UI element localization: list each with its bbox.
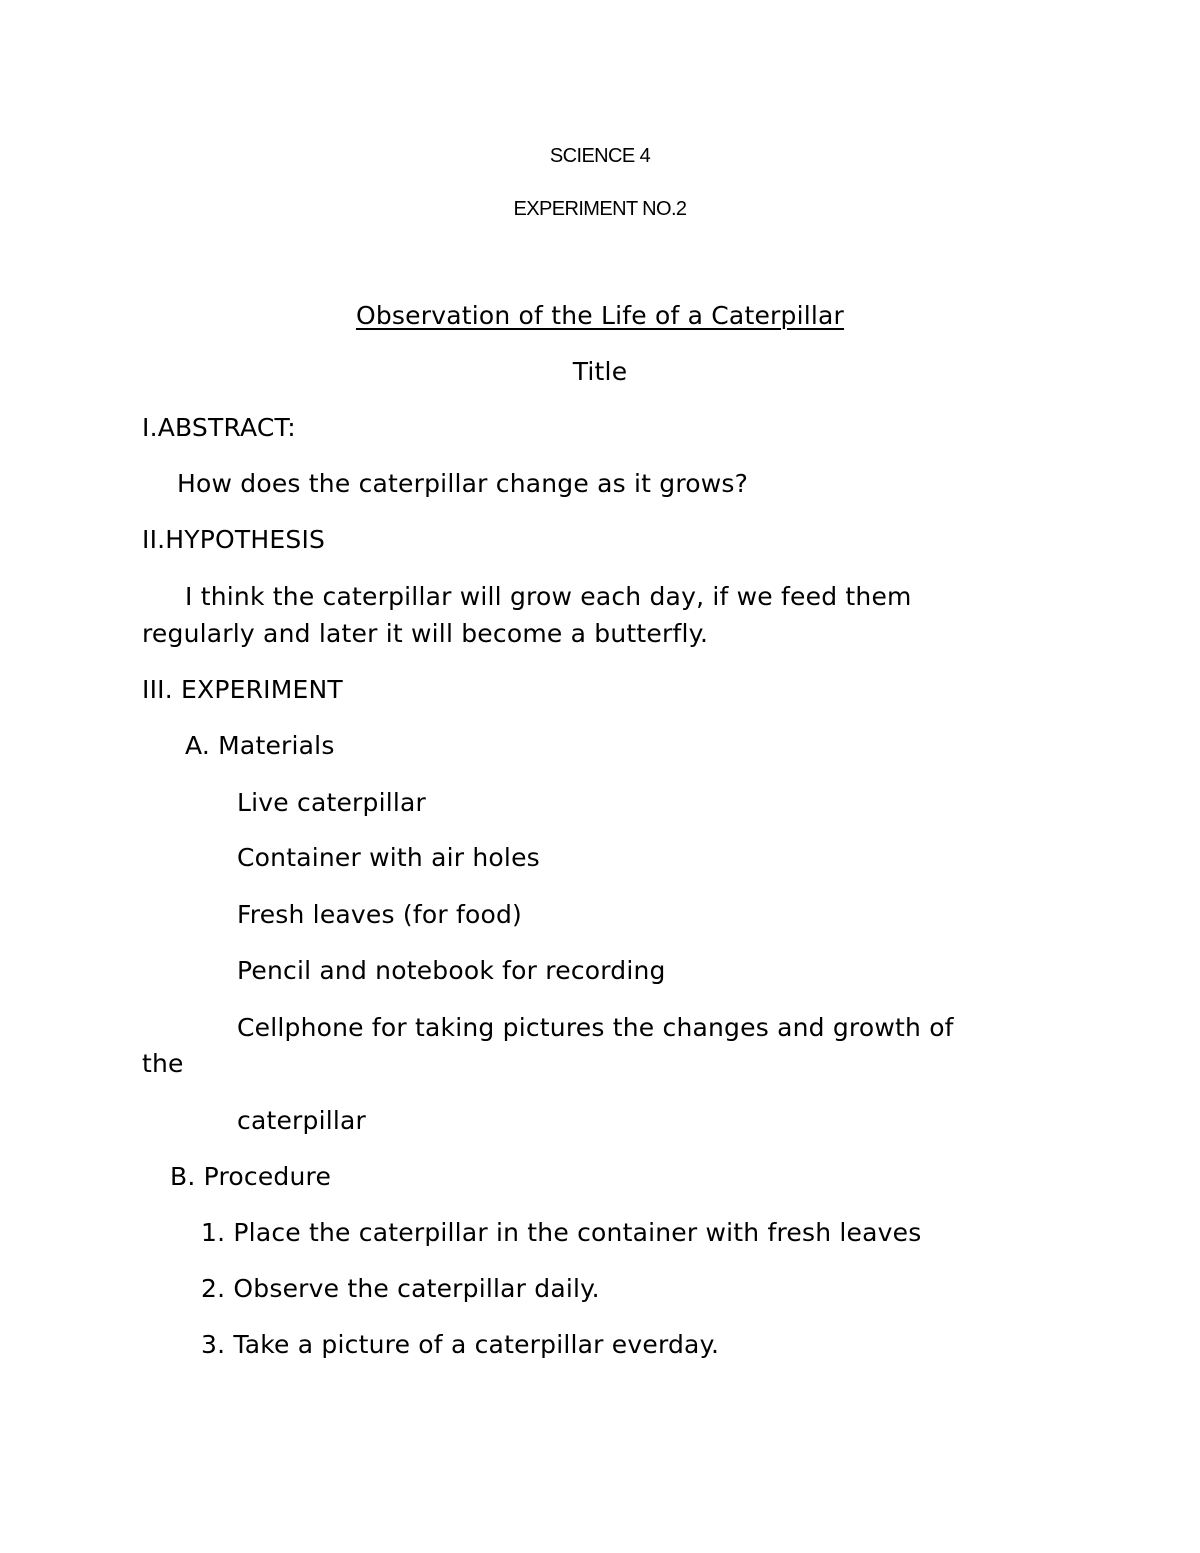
- experiment-number: EXPERIMENT NO.2: [513, 198, 687, 220]
- materials-heading: A. Materials: [185, 731, 335, 760]
- abstract-question: How does the caterpillar change as it grows?: [177, 469, 749, 498]
- material-item: Live caterpillar: [237, 788, 427, 817]
- material-item: Pencil and notebook for recording: [237, 956, 666, 985]
- course-heading: SCIENCE 4: [549, 145, 651, 167]
- hypothesis-line-1: I think the caterpillar will grow each day, if we feed them: [185, 582, 912, 611]
- hypothesis-heading: II.HYPOTHESIS: [142, 525, 326, 554]
- hypothesis-line-2: regularly and later it will become a butterfly.: [142, 619, 709, 648]
- material-item: Container with air holes: [237, 843, 540, 872]
- procedure-heading: B. Procedure: [170, 1162, 332, 1191]
- title-caption: Title: [572, 357, 628, 386]
- material-item-wrap: caterpillar: [237, 1106, 367, 1135]
- material-item: Fresh leaves (for food): [237, 900, 522, 929]
- abstract-heading: I.ABSTRACT:: [142, 413, 296, 442]
- procedure-step: 2. Observe the caterpillar daily.: [201, 1274, 600, 1303]
- experiment-heading: III. EXPERIMENT: [142, 675, 343, 704]
- material-item-wrap: the: [142, 1049, 184, 1078]
- material-item: Cellphone for taking pictures the changes and growth of: [237, 1013, 954, 1042]
- document-title: Observation of the Life of a Caterpillar: [355, 301, 845, 330]
- procedure-step: 3. Take a picture of a caterpillar everday.: [201, 1330, 720, 1359]
- procedure-step: 1. Place the caterpillar in the container with fresh leaves: [201, 1218, 922, 1247]
